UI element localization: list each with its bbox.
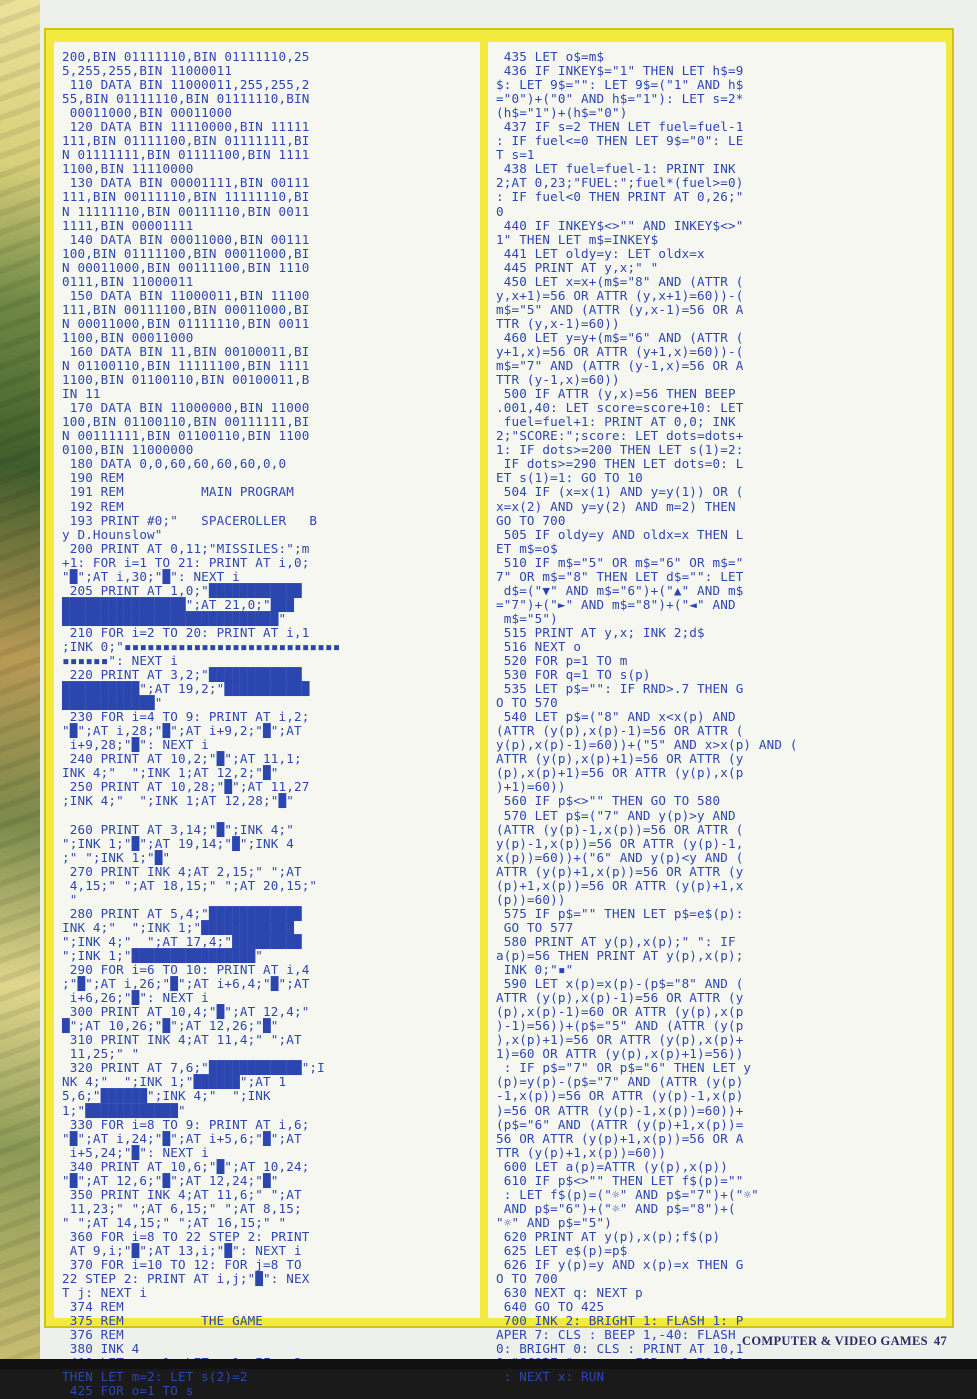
- code-line: IF dots>=290 THEN LET dots=0: L: [496, 456, 744, 472]
- code-line: ;"█";AT i,26;"█";AT i+6,4;"█";AT: [62, 976, 310, 992]
- magazine-title: COMPUTER & VIDEO GAMES: [742, 1334, 928, 1348]
- code-line: i+5,24;"█": NEXT i: [62, 1144, 209, 1160]
- code-line: 100,BIN 01111100,BIN 00011000,BI: [62, 245, 310, 261]
- code-line: : IF fuel<0 THEN PRINT AT 0,26;": [496, 189, 744, 205]
- code-line: : IF fuel<=0 THEN LET 9$="0": LE: [496, 133, 744, 149]
- code-line: 575 IF p$="" THEN LET p$=e$(p):: [496, 905, 744, 921]
- code-line: IN 11: [62, 386, 101, 402]
- code-line: 370 FOR i=10 TO 12: FOR j=8 TO: [62, 1257, 302, 1273]
- code-line: TTR (y,x-1)=60)): [496, 315, 620, 331]
- code-line: 590 LET x(p)=x(p)-(p$="8" AND (: [496, 976, 744, 992]
- code-line: 516 NEXT o: [496, 638, 582, 654]
- code-line: y D.Hounslow": [62, 526, 163, 542]
- code-line: 111,BIN 00111110,BIN 11111110,BI: [62, 189, 310, 205]
- code-line: ET m$=o$: [496, 540, 558, 556]
- code-line: 0111,BIN 11000011: [62, 273, 194, 289]
- code-line: APER 7: CLS : BEEP 1,-40: FLASH: [496, 1327, 736, 1343]
- code-line: 441 LET oldy=y: LET oldx=x: [496, 245, 705, 261]
- code-line: 180 DATA 0,0,60,60,60,60,0,0: [62, 456, 287, 472]
- code-line: 610 IF p$<>"" THEN LET f$(p)="": [496, 1172, 744, 1188]
- code-line: fuel=fuel+1: PRINT AT 0,0; INK: [496, 414, 736, 430]
- code-line: 1111,BIN 00001111: [62, 217, 194, 233]
- code-line: 374 REM: [62, 1299, 124, 1315]
- code-line: 22 STEP 2: PRINT AT i,j;"█": NEX: [62, 1271, 310, 1287]
- code-line: ),x(p)+1)=56 OR ATTR (y(p),x(p)+: [496, 1032, 744, 1048]
- code-line: i+9,28;"█": NEXT i: [62, 737, 209, 753]
- code-line: ██████████";AT 19,2;"███████████: [62, 681, 310, 697]
- code-line: m$="5" AND (ATTR (y,x-1)=56 OR A: [496, 301, 744, 317]
- code-line: ████████████████████████████": [62, 610, 287, 626]
- code-line: 0: [496, 203, 504, 219]
- code-line: 510 IF m$="5" OR m$="6" OR m$=": [496, 554, 744, 570]
- code-line: (p$="6" AND (ATTR (y(p)+1,x(p))=: [496, 1116, 744, 1132]
- code-line: 290 FOR i=6 TO 10: PRINT AT i,4: [62, 962, 310, 978]
- code-line: 56 OR ATTR (y(p)+1,x(p))=56 OR A: [496, 1130, 744, 1146]
- code-line: 4,15;" ";AT 18,15;" ";AT 20,15;": [62, 877, 318, 893]
- code-line: 200,BIN 01111110,BIN 01111110,25: [62, 49, 310, 64]
- code-line: 150 DATA BIN 11000011,BIN 11100: [62, 287, 310, 303]
- code-line: 111,BIN 01111100,BIN 01111111,BI: [62, 133, 310, 149]
- code-line: ;" ";INK 1;"█": [62, 849, 171, 865]
- code-line: N 00111111,BIN 01100110,BIN 1100: [62, 428, 310, 444]
- code-line: 438 LET fuel=fuel-1: PRINT INK: [496, 161, 736, 177]
- code-line: 620 PRINT AT y(p),x(p);f$(p): [496, 1228, 721, 1244]
- code-line: ATTR (y(p),x(p)-1)=56 OR ATTR (y: [496, 990, 744, 1006]
- code-line: 437 IF s=2 THEN LET fuel=fuel-1: [496, 119, 744, 135]
- code-line: )=56 OR ATTR (y(p)-1,x(p))=60))+: [496, 1102, 744, 1118]
- code-line: 5,6;"██████";INK 4;" ";INK: [62, 1088, 271, 1104]
- code-line: 440 IF INKEY$<>"" AND INKEY$<>": [496, 217, 744, 233]
- code-line: i+6,26;"█": NEXT i: [62, 990, 209, 1006]
- code-line: 205 PRINT AT 1,0;"████████████: [62, 582, 302, 598]
- code-line: "█";AT i,24;"█";AT i+5,6;"█";AT: [62, 1130, 302, 1146]
- code-line: 530 FOR q=1 TO s(p): [496, 667, 651, 683]
- code-line: 570 LET p$=("7" AND y(p)>y AND: [496, 807, 736, 823]
- code-line: 1100,BIN 01100110,BIN 00100011,B: [62, 372, 310, 388]
- code-line: : NEXT x: RUN: [496, 1369, 605, 1385]
- code-line: (p)+1,x(p))=56 OR ATTR (y(p)+1,x: [496, 877, 744, 893]
- code-line: ;INK 4;" ";INK 1;AT 12,28;"█": [62, 793, 294, 809]
- code-line: INK 4;" ";INK 1;AT 12,2;"█": [62, 765, 279, 781]
- code-line: 300 PRINT AT 10,4;"█";AT 12,4;": [62, 1004, 310, 1020]
- code-line: 1100,BIN 00011000: [62, 329, 194, 345]
- code-line: 260 PRINT AT 3,14;"█";INK 4;": [62, 821, 294, 837]
- code-line: y(p),x(p)-1)=60))+("5" AND x>x(p) AND (: [496, 737, 798, 753]
- code-line: 520 FOR p=1 TO m: [496, 653, 628, 669]
- code-line: (ATTR (y(p)-1,x(p))=56 OR ATTR (: [496, 821, 744, 837]
- code-line: 210 FOR i=2 TO 20: PRINT AT i,1: [62, 624, 310, 640]
- code-line: 375 REM THE GAME: [62, 1313, 264, 1329]
- code-line: 230 FOR i=4 TO 9: PRINT AT i,2;: [62, 709, 310, 725]
- code-line: █";AT 10,26;"█";AT 12,26;"█": [62, 1018, 279, 1034]
- code-line: T j: NEXT i: [62, 1285, 148, 1301]
- code-line: 436 IF INKEY$="1" THEN LET h$=9: [496, 63, 744, 79]
- code-line: 330 FOR i=8 TO 9: PRINT AT i,6;: [62, 1116, 310, 1132]
- code-line: 380 INK 4: [62, 1341, 140, 1357]
- code-line: ▪▪▪▪▪▪": NEXT i: [62, 653, 178, 669]
- code-line: y(p)-1,x(p))=56 OR ATTR (y(p)-1,: [496, 835, 744, 851]
- code-line: ="7")+("►" AND m$="8")+("◄" AND: [496, 596, 736, 612]
- code-line: 191 REM MAIN PROGRAM: [62, 484, 294, 500]
- code-line: (p))=60)): [496, 891, 566, 907]
- code-line: N 01100110,BIN 11111100,BIN 1111: [62, 358, 310, 374]
- code-line: 340 PRINT AT 10,6;"█";AT 10,24;: [62, 1158, 310, 1174]
- code-line: "█";AT 12,6;"█";AT 12,24;"█": [62, 1172, 279, 1188]
- code-line: 1)=60 OR ATTR (y(p),x(p)+1)=56)): [496, 1046, 744, 1062]
- code-line: "☼" AND p$="5"): [496, 1214, 612, 1230]
- code-line: a(p)=56 THEN PRINT AT y(p),x(p);: [496, 948, 744, 963]
- code-line: ";INK 4;" ";AT 17,4;"█████████: [62, 933, 302, 949]
- code-line: 111,BIN 00111100,BIN 00011000,BI: [62, 301, 310, 317]
- code-line: 192 REM: [62, 498, 124, 514]
- code-line: 11,25;" ": [62, 1046, 140, 1062]
- page-bottom-edge: [0, 1359, 977, 1369]
- code-line: N 11111110,BIN 00111110,BIN 0011: [62, 203, 310, 219]
- code-line: 7" OR m$="8" THEN LET d$="": LET: [496, 568, 744, 584]
- code-line: 1;"████████████": [62, 1102, 186, 1118]
- code-line: GO TO 577: [496, 919, 574, 935]
- code-line: ;INK 0;"▪▪▪▪▪▪▪▪▪▪▪▪▪▪▪▪▪▪▪▪▪▪▪▪▪▪▪▪: [62, 638, 341, 654]
- code-line: 560 IF p$<>"" THEN GO TO 580: [496, 793, 721, 809]
- code-line: GO TO 700: [496, 512, 566, 528]
- code-line: 11,23;" ";AT 6,15;" ";AT 8,15;: [62, 1200, 302, 1216]
- code-line: (ATTR (y(p),x(p)-1)=56 OR ATTR (: [496, 723, 744, 739]
- code-line: m$="7" AND (ATTR (y-1,x)=56 OR A: [496, 358, 744, 374]
- code-line: AT 9,i;"█";AT 13,i;"█": NEXT i: [62, 1242, 302, 1258]
- code-line: TTR (y(p)+1,x(p))=60)): [496, 1144, 667, 1160]
- code-line: 0100,BIN 11000000: [62, 442, 194, 458]
- code-line: 630 NEXT q: NEXT p: [496, 1285, 643, 1301]
- code-line: -1,x(p))=56 OR ATTR (y(p)-1,x(p): [496, 1088, 744, 1104]
- code-line: ";INK 1;"████████████████": [62, 948, 264, 963]
- code-line: 1" THEN LET m$=INKEY$: [496, 231, 659, 247]
- code-line: 250 PRINT AT 10,28;"█";AT 11,27: [62, 779, 310, 795]
- code-line: 500 IF ATTR (y,x)=56 THEN BEEP: [496, 386, 736, 402]
- code-line: 2;AT 0,23;"FUEL:";fuel*(fuel>=0): [496, 175, 744, 191]
- code-line: $: LET 9$="": LET 9$=("1" AND h$: [496, 77, 744, 93]
- code-line: 0: BRIGHT 0: CLS : PRINT AT 10,1: [496, 1341, 744, 1357]
- code-line: TTR (y-1,x)=60)): [496, 372, 620, 388]
- code-line: 190 REM: [62, 470, 124, 486]
- code-line: 120 DATA BIN 11110000,BIN 11111: [62, 119, 310, 135]
- code-line: 320 PRINT AT 7,6;"████████████";I: [62, 1060, 325, 1076]
- code-line: 504 IF (x=x(1) AND y=y(1)) OR (: [496, 484, 744, 500]
- code-line: )-1)=56))+(p$="5" AND (ATTR (y(p: [496, 1018, 744, 1034]
- code-line: [62, 809, 474, 823]
- code-line: N 00011000,BIN 01111110,BIN 0011: [62, 315, 310, 331]
- code-line: (p),x(p)-1)=60 OR ATTR (y(p),x(p: [496, 1004, 744, 1020]
- adjacent-page-illustration: [0, 0, 40, 1369]
- code-line: 130 DATA BIN 00001111,BIN 00111: [62, 175, 310, 191]
- code-line: d$=("▼" AND m$="6")+("▲" AND m$: [496, 582, 744, 598]
- page-footer: [742, 1334, 947, 1349]
- code-line: 140 DATA BIN 00011000,BIN 00111: [62, 231, 310, 247]
- code-line: : IF p$="7" OR p$="6" THEN LET y: [496, 1060, 752, 1076]
- code-line: " ";AT 14,15;" ";AT 16,15;" ": [62, 1214, 287, 1230]
- code-line: 2;"SCORE:";score: LET dots=dots+: [496, 428, 744, 444]
- code-line: 1100,BIN 11110000: [62, 161, 194, 177]
- page-number: 47: [933, 1334, 947, 1348]
- code-line: 270 PRINT INK 4;AT 2,15;" ";AT: [62, 863, 302, 879]
- code-line: NK 4;" ";INK 1;"██████";AT 1: [62, 1074, 287, 1090]
- code-line: 376 REM: [62, 1327, 124, 1343]
- code-line: AND p$="6")+("☼" AND p$="8")+(: [496, 1200, 736, 1216]
- code-line: 360 FOR i=8 TO 22 STEP 2: PRINT: [62, 1228, 310, 1244]
- code-line: ";INK 1;"█";AT 19,14;"█";INK 4: [62, 835, 294, 851]
- code-line: 540 LET p$=("8" AND x<x(p) AND: [496, 709, 736, 725]
- code-line: N 00011000,BIN 00111100,BIN 1110: [62, 259, 310, 275]
- code-line: x=x(2) AND y=y(2) AND m=2) THEN: [496, 498, 736, 514]
- code-line: N 01111111,BIN 01111100,BIN 1111: [62, 147, 310, 163]
- code-line: INK 4;" ";INK 1;"████████████: [62, 919, 294, 935]
- code-line: ="0")+("0" AND h$="1"): LET s=2*: [496, 91, 744, 107]
- code-line: 220 PRINT AT 3,2;"████████████: [62, 667, 302, 683]
- code-line: 515 PRINT AT y,x; INK 2;d$: [496, 624, 705, 640]
- code-line: 435 LET o$=m$: [496, 49, 605, 64]
- code-line: +1: FOR i=1 TO 21: PRINT AT i,0;: [62, 554, 310, 570]
- code-line: (p)=y(p)-(p$="7" AND (ATTR (y(p): [496, 1074, 744, 1090]
- code-line: 580 PRINT AT y(p),x(p);" ": IF: [496, 933, 736, 949]
- code-line: 626 IF y(p)=y AND x(p)=x THEN G: [496, 1257, 744, 1273]
- code-line: 240 PRINT AT 10,2;"█";AT 11,1;: [62, 751, 302, 767]
- code-line: m$="5"): [496, 610, 558, 626]
- code-line: O TO 570: [496, 695, 558, 711]
- code-line: ": [62, 891, 78, 907]
- code-line: 310 PRINT INK 4;AT 11,4;" ";AT: [62, 1032, 302, 1048]
- code-line: .001,40: LET score=score+10: LET: [496, 400, 744, 416]
- code-line: 110 DATA BIN 11000011,255,255,2: [62, 77, 310, 93]
- code-line: INK 0;"▪": [496, 962, 574, 978]
- code-line: 445 PRINT AT y,x;" ": [496, 259, 659, 275]
- code-line: THEN LET m=2: LET s(2)=2: [62, 1369, 248, 1385]
- code-line: ATTR (y(p)+1,x(p))=56 OR ATTR (y: [496, 863, 744, 879]
- code-line: 450 LET x=x+(m$="8" AND (ATTR (: [496, 273, 744, 289]
- code-line: 5,255,255,BIN 11000011: [62, 63, 233, 79]
- code-line: 55,BIN 01111110,BIN 01111110,BIN: [62, 91, 310, 107]
- code-line: y,x+1)=56 OR ATTR (y,x+1)=60))-(: [496, 287, 744, 303]
- code-line: 425 FOR o=1 TO s: [62, 1383, 194, 1399]
- code-line: 700 INK 2: BRIGHT 1: FLASH 1: P: [496, 1313, 744, 1329]
- code-line: 535 LET p$="": IF RND>.7 THEN G: [496, 681, 744, 697]
- code-line: ATTR (y(p),x(p)+1)=56 OR ATTR (y: [496, 751, 744, 767]
- code-line: 640 GO TO 425: [496, 1299, 605, 1315]
- code-line: 170 DATA BIN 11000000,BIN 11000: [62, 400, 310, 416]
- code-line: T s=1: [496, 147, 535, 163]
- code-line: O TO 700: [496, 1271, 558, 1287]
- code-line: 280 PRINT AT 5,4;"████████████: [62, 905, 302, 921]
- code-line: ████████████████";AT 21,0;"███: [62, 596, 294, 612]
- code-line: : LET f$(p)=("☼" AND p$="7")+("☼": [496, 1186, 759, 1202]
- code-line: (p),x(p)+1)=56 OR ATTR (y(p),x(p: [496, 765, 744, 781]
- code-line: 600 LET a(p)=ATTR (y(p),x(p)): [496, 1158, 728, 1174]
- listing-column-left: [54, 42, 480, 1399]
- code-line: "█";AT i,28;"█";AT i+9,2;"█";AT: [62, 723, 302, 739]
- code-line: ████████████": [62, 695, 163, 711]
- code-line: 1: IF dots>=200 THEN LET s(1)=2:: [496, 442, 744, 458]
- code-line: )+1)=60)): [496, 779, 566, 795]
- code-line: x(p))=60))+("6" AND y(p)<y AND (: [496, 849, 744, 865]
- code-line: 460 LET y=y+(m$="6" AND (ATTR (: [496, 329, 744, 345]
- code-line: y+1,x)=56 OR ATTR (y+1,x)=60))-(: [496, 343, 744, 359]
- code-line: 193 PRINT #0;" SPACEROLLER B: [62, 512, 318, 528]
- code-line: "█";AT i,30;"█": NEXT i: [62, 568, 240, 584]
- code-line: 160 DATA BIN 11,BIN 00100011,BI: [62, 343, 310, 359]
- code-line: 350 PRINT INK 4;AT 11,6;" ";AT: [62, 1186, 302, 1202]
- code-line: 200 PRINT AT 0,11;"MISSILES:";m: [62, 540, 310, 556]
- code-line: 505 IF oldy=y AND oldx=x THEN L: [496, 526, 744, 542]
- code-line: (h$="1")+(h$="0"): [496, 105, 628, 121]
- code-line: 625 LET e$(p)=p$: [496, 1242, 628, 1258]
- code-line: 00011000,BIN 00011000: [62, 105, 233, 121]
- code-line: ET s(1)=1: GO TO 10: [496, 470, 643, 486]
- code-line: 100,BIN 01100110,BIN 00111111,BI: [62, 414, 310, 430]
